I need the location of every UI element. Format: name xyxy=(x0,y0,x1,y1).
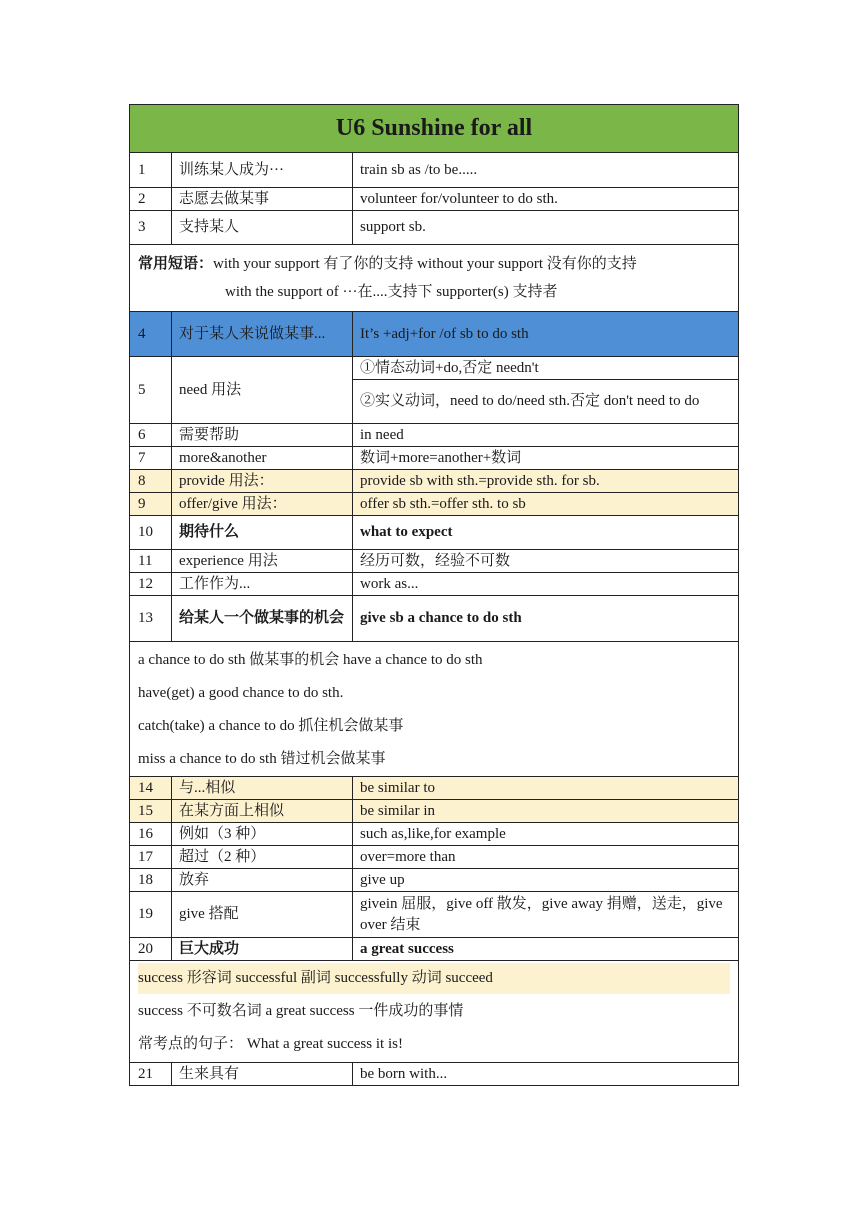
table-row: 2 志愿去做某事 volunteer for/volunteer to do sth. xyxy=(130,188,739,211)
note-success: success 形容词 successful 副词 successfully 动词 succeed success 不可数名词 a great success 一件成功的事情 常考点的句子： What a great success it is! xyxy=(130,961,739,1063)
table-title: U6 Sunshine for all xyxy=(130,105,739,153)
table-row: 11 experience 用法 经历可数，经验不可数 xyxy=(130,550,739,573)
table-row: 4 对于某人来说做某事... It’s +adj+for /of sb to do sth xyxy=(130,312,739,357)
note-common-phrases: 常用短语：with your support 有了你的支持 without your support 没有你的支持 with the support of ···在....支持下 supporter(s) 支持者 xyxy=(130,245,739,312)
table-row: 18 放弃 give up xyxy=(130,869,739,892)
table-row: 1 训练某人成为··· train sb as /to be..... xyxy=(130,153,739,188)
table-row: ②实义动词，need to do/need sth.否定 don't need to do xyxy=(130,380,739,424)
table-row: 9 offer/give 用法： offer sb sth.=offer sth. to sb xyxy=(130,493,739,516)
table-row: 19 give 搭配 givein 屈服，give off 散发，give away 捐赠，送走，give over 结束 xyxy=(130,892,739,938)
table-row: 6 需要帮助 in need xyxy=(130,424,739,447)
table-row: 8 provide 用法： provide sb with sth.=provide sth. for sb. xyxy=(130,470,739,493)
table-row: 17 超过（2 种） over=more than xyxy=(130,846,739,869)
table-row: 15 在某方面上相似 be similar in xyxy=(130,800,739,823)
table-row: 3 支持某人 support sb. xyxy=(130,211,739,245)
table-row: 20 巨大成功 a great success xyxy=(130,938,739,961)
table-row: 7 more&another 数词+more=another+数词 xyxy=(130,447,739,470)
table-row: 12 工作作为... work as... xyxy=(130,573,739,596)
table-row: 16 例如（3 种） such as,like,for example xyxy=(130,823,739,846)
table-row: 10 期待什么 what to expect xyxy=(130,516,739,550)
table-row: 21 生来具有 be born with... xyxy=(130,1063,739,1086)
table-row: 5 need 用法 ①情态动词+do,否定 needn't xyxy=(130,357,739,380)
note-label: 常用短语： xyxy=(138,256,214,272)
note-chance: a chance to do sth 做某事的机会 have a chance to do sth have(get) a good chance to do sth. catch(take) a chance to do 抓住机会做某事 miss a chance to do sth 错过机会做某事 xyxy=(130,642,739,777)
vocab-table xyxy=(129,104,739,1086)
table-row: 14 与...相似 be similar to xyxy=(130,777,739,800)
table-row: 13 给某人一个做某事的机会 give sb a chance to do sth xyxy=(130,596,739,642)
